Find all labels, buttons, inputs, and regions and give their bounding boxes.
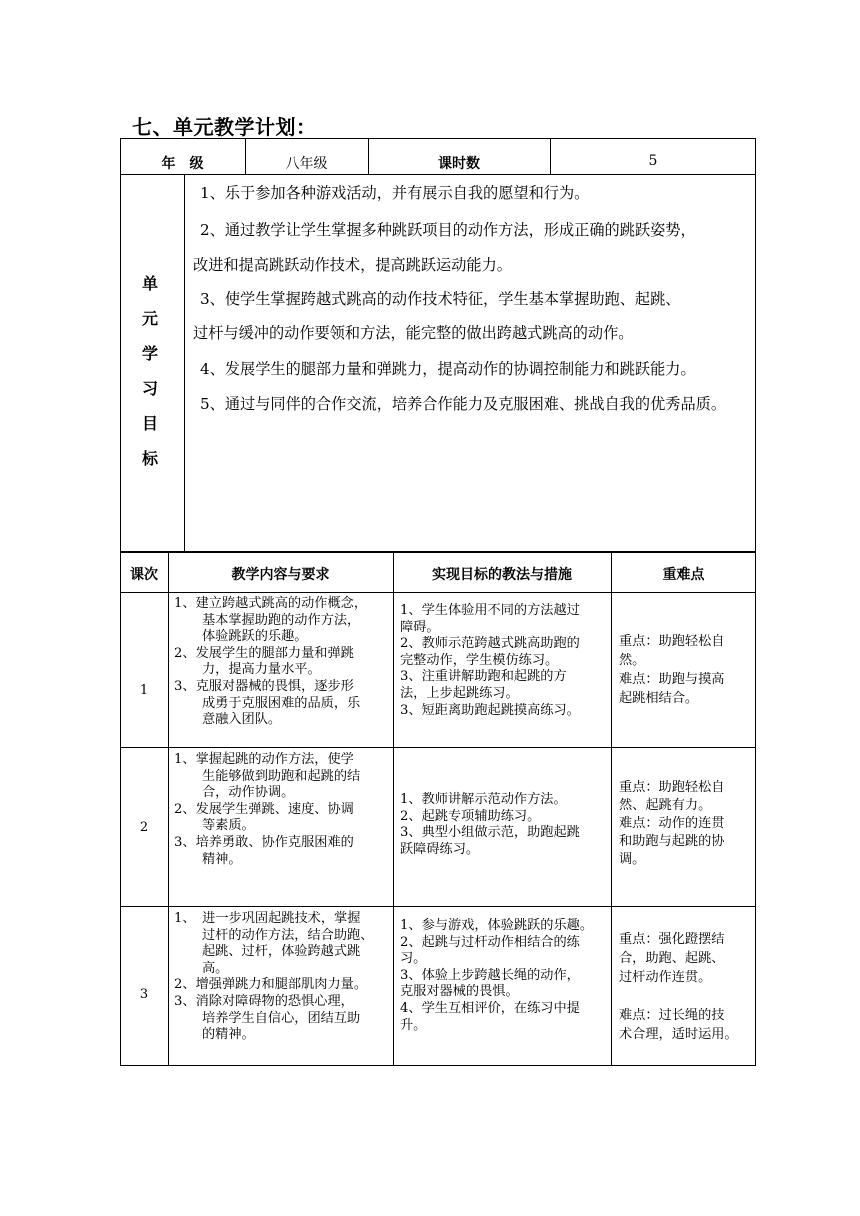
text-line: 高。 bbox=[202, 960, 229, 976]
text-line: 1、学生体验用不同的方法越过 bbox=[400, 603, 580, 618]
text-line: 基本掌握助跑的动作方法， bbox=[202, 612, 361, 628]
text-line: 精神。 bbox=[202, 851, 242, 867]
col-divider bbox=[184, 174, 185, 552]
lesson-key-points bbox=[619, 779, 725, 869]
text-line: 力，提高力量水平。 bbox=[202, 662, 321, 678]
col-divider bbox=[611, 552, 612, 1066]
text-line: 完整动作，学生模仿练习。 bbox=[400, 652, 559, 668]
hours-label: 课时数 bbox=[438, 156, 480, 172]
text-line: 然。 bbox=[619, 653, 646, 668]
lesson-methods bbox=[400, 918, 593, 1034]
goal-line: 4、发展学生的腿部力量和弹跳力，提高动作的协调控制能力和跳跃能力。 bbox=[200, 360, 696, 378]
text-line: 习。 bbox=[400, 951, 427, 967]
text-line: 难点：助跑与摸高 bbox=[619, 672, 725, 687]
goals-label-char: 元 bbox=[141, 309, 158, 328]
text-line: 培养学生自信心，团结互助 bbox=[202, 1010, 361, 1026]
hours-value: 5 bbox=[648, 153, 658, 169]
goal-line: 过杆与缓冲的动作要领和方法，能完整的做出跨越式跳高的动作。 bbox=[193, 324, 634, 342]
col-header-methods: 实现目标的教法与措施 bbox=[432, 567, 572, 583]
grade-label: 年 级 bbox=[161, 156, 204, 172]
text-line: 升。 bbox=[400, 1017, 427, 1033]
text-line: 4、学生互相评价，在练习中提 bbox=[400, 1000, 580, 1016]
text-line: 法，上步起跳练习。 bbox=[400, 685, 519, 701]
goal-line: 3、使学生掌握跨越式跳高的动作技术特征，学生基本掌握助跑、起跳、 bbox=[200, 290, 681, 308]
text-line: 3、体验上步跨越长绳的动作， bbox=[400, 967, 580, 983]
text-line: 1、参与游戏，体验跳跃的乐趣。 bbox=[400, 918, 594, 933]
col-header-content: 教学内容与要求 bbox=[231, 567, 330, 583]
text-line: 和助跑与起跳的协 bbox=[619, 834, 725, 849]
text-line: 1、教师讲解示范动作方法。 bbox=[400, 792, 567, 807]
text-line: 2、发展学生的腿部力量和弹跳 bbox=[174, 645, 354, 661]
text-line: 成勇于克服困难的品质，乐 bbox=[202, 695, 361, 711]
text-line: 3、培养勇敢、协作克服困难的 bbox=[174, 834, 354, 850]
text-line: 然、起跳有力。 bbox=[619, 798, 712, 813]
text-line: 2、教师示范跨越式跳高助跑的 bbox=[400, 636, 580, 652]
section-heading: 七、单元教学计划： bbox=[132, 115, 317, 139]
lesson-content bbox=[174, 596, 367, 729]
text-line: 起跳相结合。 bbox=[619, 691, 699, 706]
text-line: 重点：助跑轻松自 bbox=[619, 780, 725, 795]
row-divider bbox=[120, 174, 756, 175]
lesson-number: 2 bbox=[139, 820, 149, 835]
text-line: 2、增强弹跳力和腿部肌肉力量。 bbox=[174, 977, 368, 993]
text-line: 术合理，适时运用。 bbox=[619, 1027, 738, 1042]
goals-label-char: 目 bbox=[141, 414, 158, 433]
text-line: 过杆动作连贯。 bbox=[619, 970, 712, 985]
goals-label-char: 标 bbox=[141, 449, 158, 468]
text-line: 重点：强化蹬摆结 bbox=[619, 932, 725, 947]
col-header-lesson: 课次 bbox=[130, 567, 158, 583]
lesson-key-points bbox=[619, 632, 725, 708]
text-line: 等素质。 bbox=[202, 818, 255, 834]
goal-line: 改进和提高跳跃动作技术，提高跳跃运动能力。 bbox=[193, 256, 512, 274]
goals-label-char: 学 bbox=[141, 344, 158, 363]
grade-value: 八年级 bbox=[285, 156, 328, 172]
goal-line: 1、乐于参加各种游戏活动，并有展示自我的愿望和行为。 bbox=[200, 184, 590, 202]
lesson-number: 1 bbox=[139, 683, 149, 698]
row-divider bbox=[120, 592, 756, 593]
text-line: 调。 bbox=[619, 852, 646, 867]
text-line: 过杆的动作方法，结合助跑、 bbox=[202, 927, 374, 943]
lesson-content bbox=[174, 752, 360, 868]
lesson-number: 3 bbox=[139, 987, 149, 1002]
text-line: 2、起跳专项辅助练习。 bbox=[400, 808, 541, 824]
text-line: 2、起跳与过杆动作相结合的练 bbox=[400, 934, 580, 950]
goals-label-char: 单 bbox=[141, 274, 158, 293]
text-line: 3、注重讲解助跑和起跳的方 bbox=[400, 669, 567, 685]
text-line: 3、克服对器械的畏惧，逐步形 bbox=[174, 678, 354, 694]
text-line: 3、短距离助跑起跳摸高练习。 bbox=[400, 702, 580, 718]
text-line bbox=[619, 987, 738, 1006]
text-line: 3、消除对障碍物的恐惧心理， bbox=[174, 993, 354, 1009]
row-divider bbox=[120, 747, 756, 748]
text-line: 1、掌握起跳的动作方法，使学 bbox=[174, 752, 354, 767]
col-divider bbox=[393, 552, 394, 1066]
goals-label-char: 习 bbox=[141, 379, 158, 398]
goal-line: 2、通过教学让学生掌握多种跳跃项目的动作方法，形成正确的跳跃姿势， bbox=[200, 221, 696, 239]
row-divider bbox=[120, 906, 756, 907]
lesson-key-points bbox=[619, 930, 738, 1044]
text-line: 意融入团队。 bbox=[202, 712, 282, 728]
lesson-methods bbox=[400, 792, 580, 858]
text-line: 难点：过长绳的技 bbox=[619, 1008, 725, 1023]
text-line: 难点：动作的连贯 bbox=[619, 816, 725, 831]
col-divider bbox=[168, 552, 169, 1066]
text-line: 合，助跑、起跳、 bbox=[619, 951, 725, 966]
text-line: 生能够做到助跑和起跳的结 bbox=[202, 768, 361, 784]
text-line: 2、发展学生弹跳、速度、协调 bbox=[174, 801, 354, 817]
text-line: 克服对器械的畏惧。 bbox=[400, 984, 519, 1000]
lesson-content bbox=[174, 911, 373, 1044]
text-line: 障碍。 bbox=[400, 619, 440, 635]
text-line: 起跳、过杆，体验跨越式跳 bbox=[202, 944, 361, 960]
text-line: 3、典型小组做示范，助跑起跳 bbox=[400, 825, 580, 841]
text-line: 1、 进一步巩固起跳技术，掌握 bbox=[174, 911, 361, 926]
text-line: 重点：助跑轻松自 bbox=[619, 634, 725, 649]
text-line: 跃障碍练习。 bbox=[400, 841, 480, 857]
lesson-methods bbox=[400, 603, 580, 719]
text-line: 体验跳跃的乐趣。 bbox=[202, 629, 308, 645]
text-line: 的精神。 bbox=[202, 1027, 255, 1043]
text-line: 合，动作协调。 bbox=[202, 785, 295, 801]
goal-line: 5、通过与同伴的合作交流，培养合作能力及克服困难、挑战自我的优秀品质。 bbox=[200, 395, 727, 413]
text-line: 1、建立跨越式跳高的动作概念， bbox=[174, 596, 368, 611]
col-header-key-points: 重难点 bbox=[662, 567, 705, 583]
